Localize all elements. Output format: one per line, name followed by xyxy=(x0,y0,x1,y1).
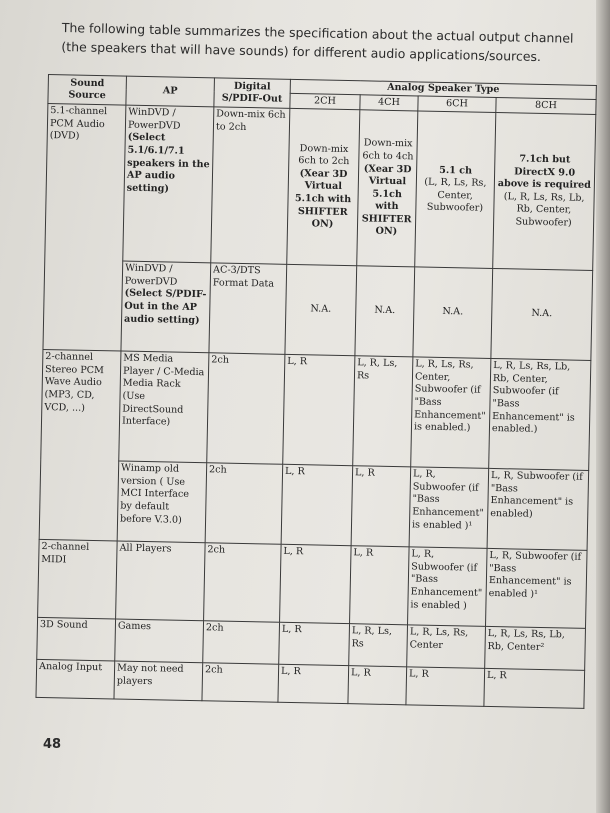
cell-source: 2-channel MIDI xyxy=(38,540,118,620)
cell-6ch: L, R, Subwoofer (if "Bass Enhancement" is enabled ) xyxy=(408,547,488,627)
cell-8ch-note: 7.1ch but DirectX 9.0 above is required xyxy=(497,153,592,192)
cell-source: 3D Sound xyxy=(37,618,116,662)
cell-4ch: L, R xyxy=(351,466,411,547)
cell-6ch: N.A. xyxy=(413,267,493,359)
cell-6ch: L, R, Ls, Rs, Center, Subwoofer (if "Bass Enhancement" is enabled.) xyxy=(411,357,491,469)
cell-2ch: L, R xyxy=(283,354,355,465)
cell-8ch-text: (L, R, Ls, Rs, Lb, Rb, Center, Subwoofer) xyxy=(503,190,585,229)
table-row xyxy=(41,350,591,471)
cell-ap xyxy=(121,261,211,353)
cell-source: 5.1-channel PCM Audio (DVD) xyxy=(43,104,126,352)
cell-digital: 2ch xyxy=(204,543,282,623)
cell-2ch-note: (Xear 3D Virtual 5.1ch with SHIFTER ON) xyxy=(294,167,352,230)
table-row xyxy=(45,104,596,271)
cell-6ch: L, R xyxy=(406,667,485,707)
cell-2ch xyxy=(287,109,360,266)
cell-4ch: L, R, Ls, Rs xyxy=(353,356,413,467)
page-number: 48 xyxy=(43,737,62,752)
cell-2ch: L, R xyxy=(281,464,353,545)
cell-digital: 2ch xyxy=(207,353,285,465)
cell-ap: All Players xyxy=(116,541,206,621)
cell-ap-note: (Select 5.1/6.1/7.1 speakers in the AP audio setting) xyxy=(126,131,210,195)
cell-ap xyxy=(123,105,214,263)
cell-4ch-note: (Xear 3D Virtual 5.1ch with SHIFTER ON) xyxy=(361,162,412,238)
cell-6ch xyxy=(415,111,496,269)
spec-table-wrapper xyxy=(35,74,595,709)
cell-ap-note: (Select S/PDIF-Out in the AP audio setting) xyxy=(123,287,207,326)
intro-paragraph: The following table summarizes the specification about the actual output channel (the speakers that will have sounds) for different audio applications/sources. xyxy=(61,19,574,65)
cell-6ch-note: 5.1 ch xyxy=(439,164,473,177)
cell-4ch: L, R xyxy=(350,546,410,625)
header-8ch: 8CH xyxy=(496,97,596,115)
table-row xyxy=(43,260,593,361)
cell-digital: 2ch xyxy=(205,463,283,545)
cell-8ch: L, R xyxy=(484,669,585,709)
cell-ap-text: WinDVD / PowerDVD xyxy=(127,106,181,132)
page-edge-shadow xyxy=(596,0,610,813)
cell-digital: 2ch xyxy=(202,663,279,703)
cell-8ch: L, R, Subwoofer (if "Bass Enhancement" is enabled )¹ xyxy=(485,549,587,629)
cell-digital: 2ch xyxy=(203,621,280,665)
cell-digital: Down-mix 6ch to 2ch xyxy=(211,107,290,264)
output-channel-spec-table xyxy=(35,74,596,709)
cell-8ch: L, R, Ls, Rs, Lb, Rb, Center, Subwoofer (if "Bass Enhancement" is enabled.) xyxy=(489,359,591,471)
cell-4ch: L, R, Ls, Rs xyxy=(349,624,408,667)
cell-4ch-text: Down-mix 6ch to 4ch xyxy=(362,137,414,163)
cell-ap-text: WinDVD / PowerDVD xyxy=(124,262,178,288)
table-row xyxy=(39,460,588,551)
header-6ch: 6CH xyxy=(418,96,496,113)
cell-8ch: L, R, Ls, Rs, Lb, Rb, Center² xyxy=(485,627,586,671)
cell-2ch: N.A. xyxy=(285,265,357,356)
cell-8ch: L, R, Subwoofer (if "Bass Enhancement" is enabled) xyxy=(487,469,589,551)
cell-source: 2-channel Stereo PCM Wave Audio (MP3, CD, VCD, ...) xyxy=(39,350,121,542)
cell-ap: Games xyxy=(115,619,204,663)
cell-6ch-text: (L, R, Ls, Rs, Center, Subwoofer) xyxy=(424,176,487,215)
cell-6ch: L, R, Ls, Rs, Center xyxy=(407,625,486,669)
cell-4ch: L, R xyxy=(348,666,407,705)
cell-digital: AC-3/DTS Format Data xyxy=(209,263,287,355)
cell-ap: MS Media Player / C-Media Media Rack (Use DirectSound Interface) xyxy=(119,351,209,463)
cell-4ch: N.A. xyxy=(355,266,415,357)
cell-source: Analog Input xyxy=(36,660,115,700)
header-ap: AP xyxy=(126,76,215,107)
header-2ch: 2CH xyxy=(290,93,360,110)
table-row xyxy=(38,540,587,629)
cell-4ch xyxy=(357,110,418,267)
header-4ch: 4CH xyxy=(360,94,418,111)
cell-ap: Winamp old version ( Use MCI Interface by default before V.3.0) xyxy=(117,461,207,543)
cell-2ch: L, R xyxy=(279,622,350,665)
cell-2ch-text: Down-mix 6ch to 2ch xyxy=(298,142,350,168)
header-digital: Digital S/PDIF-Out xyxy=(214,78,291,109)
cell-8ch: N.A. xyxy=(491,269,593,361)
cell-8ch xyxy=(493,113,596,271)
cell-2ch: L, R xyxy=(278,664,349,703)
cell-6ch: L, R, Subwoofer (if "Bass Enhancement" is enabled )¹ xyxy=(409,467,489,549)
header-analog-speaker-type: Analog Speaker Type xyxy=(290,79,596,99)
cell-ap: May not need players xyxy=(114,661,203,701)
cell-2ch: L, R xyxy=(280,544,352,623)
header-sound-source: Sound Source xyxy=(48,75,127,106)
